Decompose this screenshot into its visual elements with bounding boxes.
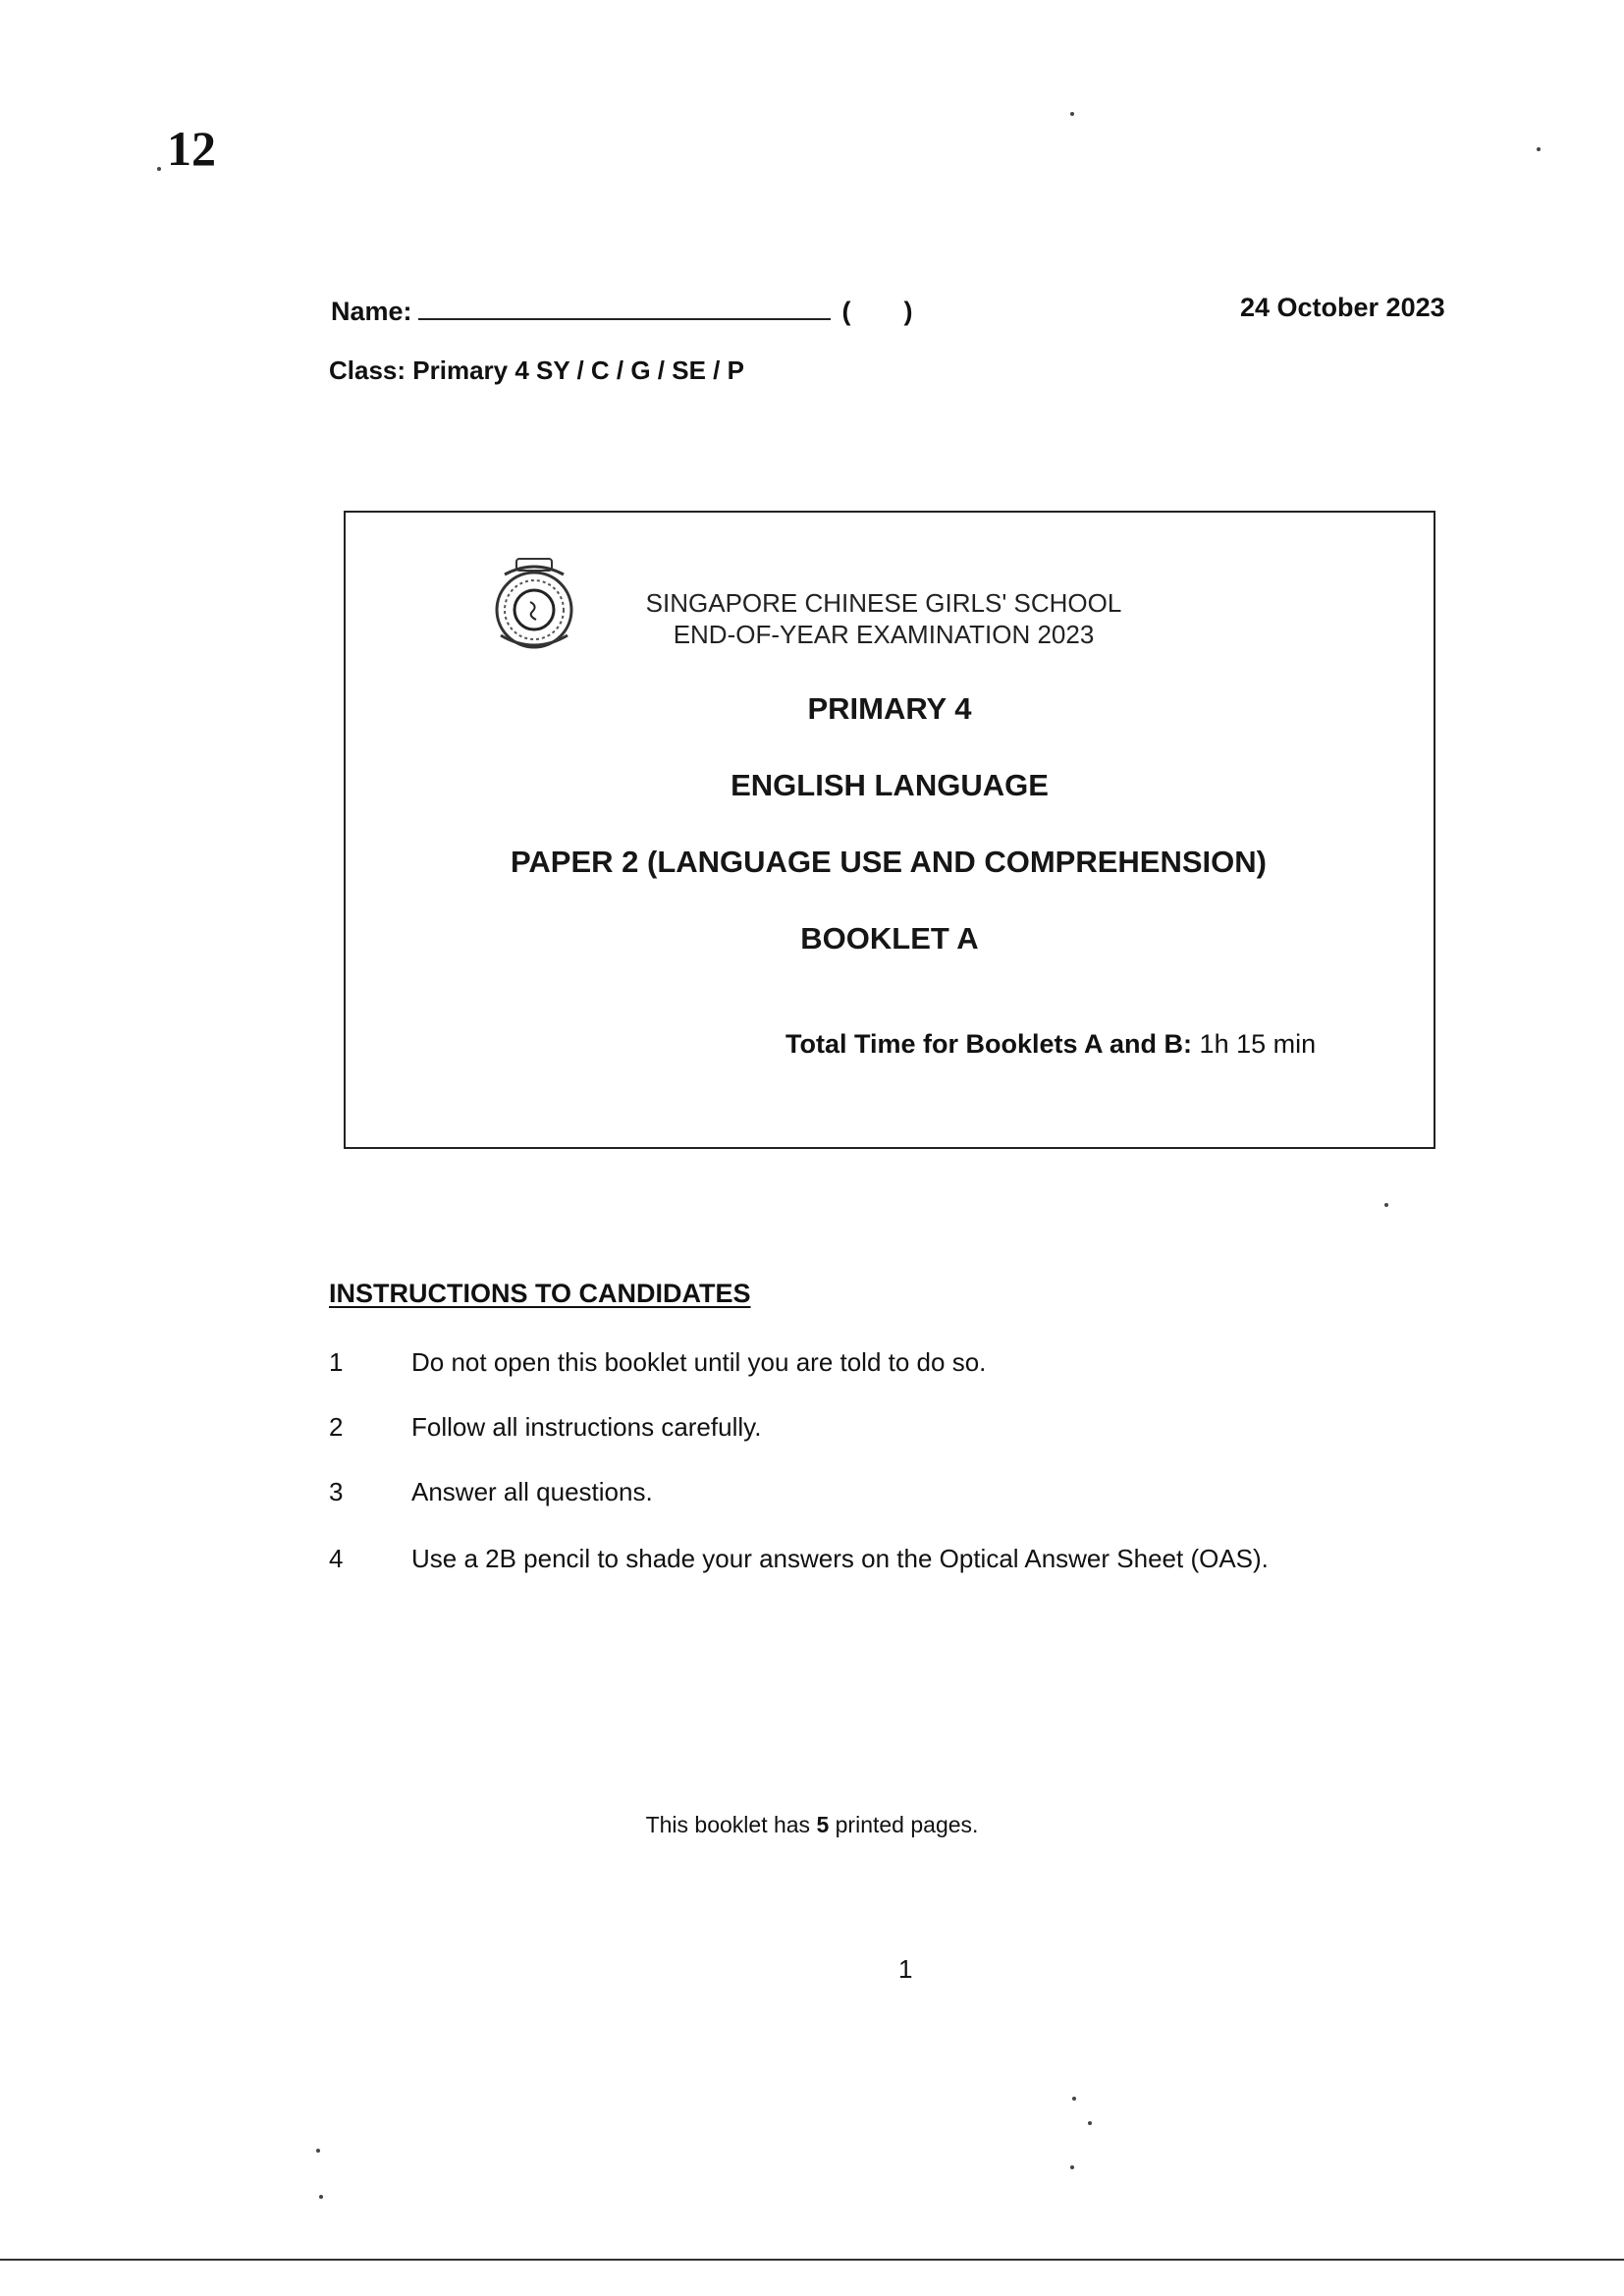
paper-title: PAPER 2 (LANGUAGE USE AND COMPREHENSION) (511, 845, 1267, 879)
instruction-item (329, 1544, 1269, 1574)
school-crest-icon (487, 553, 581, 659)
level-title: PRIMARY 4 (807, 691, 972, 726)
bottom-rule (0, 2259, 1624, 2261)
scan-speck (1088, 2121, 1092, 2125)
instruction-text: Do not open this booklet until you are told to do so. (411, 1347, 987, 1377)
scan-speck (316, 2149, 320, 2153)
instruction-text: Follow all instructions carefully. (411, 1412, 762, 1442)
name-field[interactable] (418, 291, 831, 320)
total-time-label: Total Time for Booklets A and B: (785, 1029, 1193, 1059)
booklet-title: BOOKLET A (800, 921, 979, 956)
school-heading (589, 587, 1178, 650)
subject-title: ENGLISH LANGUAGE (731, 768, 1049, 802)
instruction-number: 2 (329, 1412, 344, 1442)
printed-pages-prefix: This booklet has (645, 1812, 811, 1837)
register-open: ( (841, 297, 851, 326)
register-close: ) (903, 297, 913, 326)
scan-speck (1070, 112, 1074, 116)
scan-speck (1384, 1203, 1388, 1207)
instruction-text: Answer all questions. (411, 1477, 653, 1506)
instruction-item (329, 1347, 986, 1378)
printed-pages-note (0, 1812, 1624, 1838)
name-row (331, 291, 913, 327)
instruction-text: Use a 2B pencil to shade your answers on the Optical Answer Sheet (OAS). (411, 1544, 1269, 1573)
scan-speck (319, 2195, 323, 2199)
scan-speck (157, 167, 161, 171)
school-name: SINGAPORE CHINESE GIRLS' SCHOOL (645, 588, 1122, 618)
instruction-item (329, 1477, 653, 1507)
instruction-number: 4 (329, 1544, 344, 1573)
instruction-item (329, 1412, 761, 1443)
scan-speck (1072, 2097, 1076, 2101)
scan-speck (1070, 2165, 1074, 2169)
footer-page-number: 1 (898, 1954, 913, 1984)
printed-pages-count: 5 (816, 1812, 830, 1837)
instruction-number: 1 (329, 1347, 344, 1377)
scan-speck (1537, 147, 1541, 151)
exam-name: END-OF-YEAR EXAMINATION 2023 (673, 620, 1095, 649)
total-time-value: 1h 15 min (1199, 1029, 1317, 1059)
total-time (785, 1029, 1316, 1060)
printed-pages-suffix: printed pages. (835, 1812, 979, 1837)
page-number-mark: 12 (167, 121, 216, 176)
exam-date: 24 October 2023 (1240, 293, 1445, 322)
instructions-heading: INSTRUCTIONS TO CANDIDATES (329, 1279, 751, 1308)
instruction-number: 3 (329, 1477, 344, 1506)
name-label: Name: (331, 297, 412, 326)
class-label: Class: Primary 4 SY / C / G / SE / P (329, 355, 744, 385)
